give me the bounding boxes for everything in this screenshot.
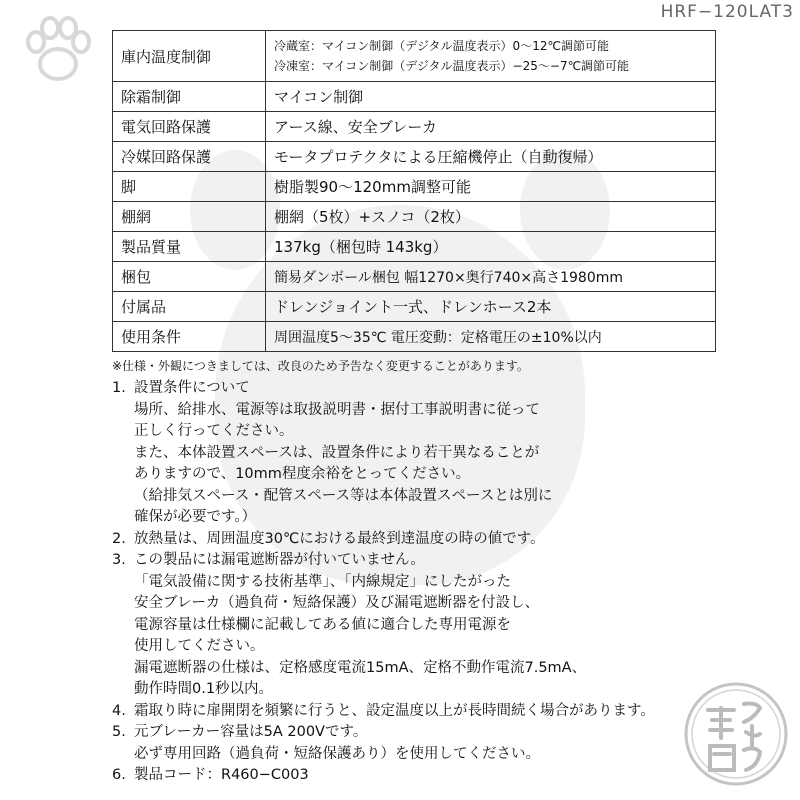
spec-value: 周囲温度5～35℃ 電圧変動：定格電圧の±10%以内 bbox=[266, 322, 716, 352]
note-item bbox=[112, 550, 772, 701]
note-item bbox=[112, 722, 772, 765]
model-number: HRF−120LAT3 bbox=[660, 2, 794, 22]
note-line: 確保が必要です。） bbox=[134, 509, 257, 525]
table-row bbox=[113, 112, 716, 142]
table-row bbox=[113, 82, 716, 112]
note-line: 電源容量は仕様欄に記載してある値に適合した専用電源を bbox=[134, 616, 511, 633]
spec-value: 樹脂製90～120mm調整可能 bbox=[266, 172, 716, 202]
note-line: 「電気設備に関する技術基準」、「内線規定」にしたがった bbox=[134, 573, 511, 590]
note-line: 製品コード：R460−C003 bbox=[134, 767, 309, 783]
spec-table bbox=[112, 30, 716, 352]
note-line: 使用してください。 bbox=[134, 638, 265, 654]
table-row bbox=[113, 142, 716, 172]
note-line: 元ブレーカー容量は5A 200Vです。 bbox=[134, 724, 368, 740]
note-line: 放熱量は、周囲温度30℃における最終到達温度の時の値です。 bbox=[134, 530, 545, 547]
spec-label: 付属品 bbox=[113, 292, 266, 322]
note-line: 必ず専用回路（過負荷・短絡保護あり）を使用してください。 bbox=[134, 745, 540, 762]
note-number: 3. bbox=[112, 552, 126, 568]
spec-label: 電気回路保護 bbox=[113, 112, 266, 142]
note-line: ありますので、10mm程度余裕をとってください。 bbox=[134, 466, 471, 482]
table-row bbox=[113, 31, 716, 82]
spec-sub-line: 冷蔵室：マイコン制御（デジタル温度表示）0～12℃調節可能 bbox=[274, 39, 609, 53]
note-line: 漏電遮断器の仕様は、定格感度電流15mA、定格不動作電流7.5mA、 bbox=[134, 659, 587, 676]
spec-label: 使用条件 bbox=[113, 322, 266, 352]
spec-value: 簡易ダンボール梱包 幅1270×奥行740×高さ1980mm bbox=[266, 262, 716, 292]
note-number: 5. bbox=[112, 724, 126, 740]
note-number: 4. bbox=[112, 702, 126, 719]
table-row bbox=[113, 292, 716, 322]
note-line: 霜取り時に扉開閉を頻繁に行うと、設定温度以上が長時間続く場合があります。 bbox=[134, 702, 655, 719]
spec-label: 製品質量 bbox=[113, 232, 266, 262]
paw-logo-icon bbox=[18, 12, 98, 92]
note-number: 6. bbox=[112, 767, 126, 783]
note-line: 設置条件について bbox=[134, 380, 250, 396]
table-row bbox=[113, 262, 716, 292]
disclaimer-note: ※仕様・外観につきましては、改良のため予告なく変更することがあります。 bbox=[112, 359, 529, 373]
note-line: 安全ブレーカ（過負荷・短絡保護）及び漏電遮断器を付設し、 bbox=[134, 595, 540, 611]
table-row bbox=[113, 202, 716, 232]
spec-label: 冷媒回路保護 bbox=[113, 142, 266, 172]
note-item bbox=[112, 529, 772, 551]
table-row bbox=[113, 322, 716, 352]
note-line: また、本体設置スペースは、設置条件により若干異なることが bbox=[134, 444, 540, 461]
notes-list bbox=[112, 378, 772, 787]
spec-sub-line: 冷凍室：マイコン制御（デジタル温度表示）−25～−7℃調節可能 bbox=[274, 59, 630, 73]
spec-value: 棚網（5枚）+スノコ（2枚） bbox=[266, 202, 716, 232]
spec-label: 脚 bbox=[113, 172, 266, 202]
note-number: 1. bbox=[112, 380, 126, 396]
note-line: （給排気スペース・配管スペース等は本体設置スペースとは別に bbox=[134, 487, 553, 504]
spec-label: 棚網 bbox=[113, 202, 266, 232]
note-number: 2. bbox=[112, 530, 126, 547]
spec-label: 梱包 bbox=[113, 262, 266, 292]
spec-label: 庫内温度制御 bbox=[113, 31, 266, 82]
note-line: 場所、給排水、電源等は取扱説明書・据付工事説明書に従って bbox=[134, 401, 540, 418]
table-row bbox=[113, 232, 716, 262]
spec-value: ドレンジョイント一式、ドレンホース2本 bbox=[266, 292, 716, 322]
spec-value: アース線、安全ブレーカ bbox=[266, 112, 716, 142]
note-line: 動作時間0.1秒以内。 bbox=[134, 681, 274, 697]
table-row bbox=[113, 172, 716, 202]
note-line: この製品には漏電遮断器が付いていません。 bbox=[134, 552, 425, 568]
shop-stamp-logo bbox=[682, 680, 790, 788]
spec-value: 137kg（梱包時 143kg） bbox=[266, 232, 716, 262]
note-item bbox=[112, 701, 772, 723]
note-line: 正しく行ってください。 bbox=[134, 423, 294, 439]
spec-value bbox=[266, 31, 716, 82]
note-item bbox=[112, 378, 772, 529]
spec-value: マイコン制御 bbox=[266, 82, 716, 112]
spec-value: モータプロテクタによる圧縮機停止（自動復帰） bbox=[266, 142, 716, 172]
spec-label: 除霜制御 bbox=[113, 82, 266, 112]
note-item bbox=[112, 765, 772, 787]
